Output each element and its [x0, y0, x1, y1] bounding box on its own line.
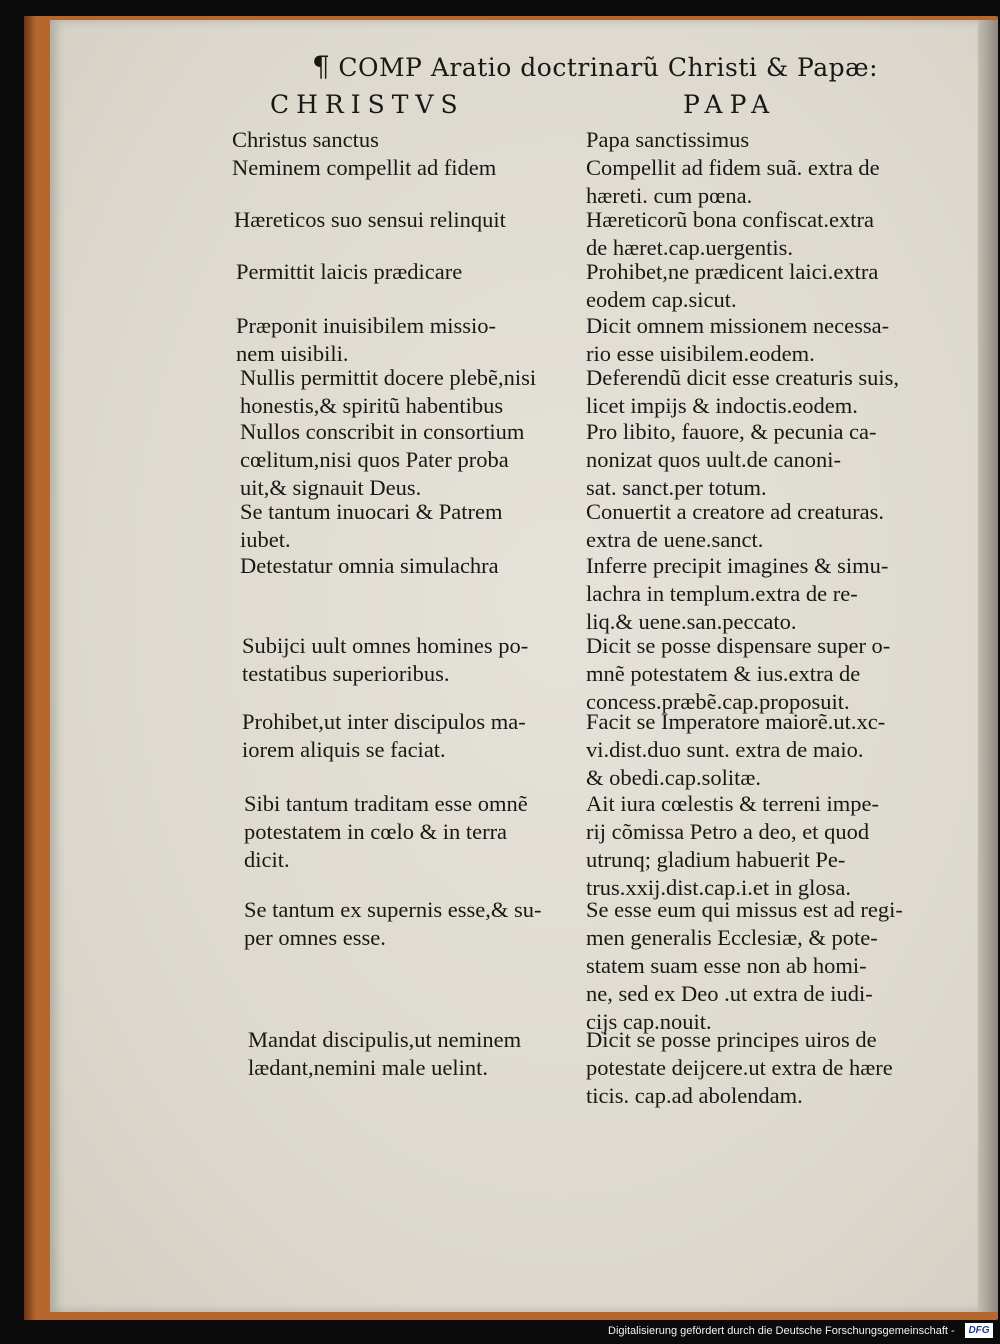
text-line: rio esse uisibilem.eodem. — [586, 341, 815, 366]
text-line: Hæreticorũ bona confiscat.extra — [586, 207, 875, 232]
text-line: lachra in templum.extra de re- — [586, 581, 858, 606]
christus-entry — [236, 258, 462, 286]
text-line: Præponit inuisibilem missio- — [236, 313, 497, 338]
text-line: Facit se Imperatore maiorẽ.ut.xc- — [586, 709, 886, 734]
papa-entry — [586, 258, 878, 314]
text-line: cœlitum,nisi quos Pater proba — [240, 447, 509, 472]
christus-entry — [240, 498, 502, 554]
text-line: Nullis permittit docere plebẽ,nisi — [240, 365, 537, 390]
text-line: Inferre precipit imagines & simu- — [586, 553, 889, 578]
column-heading-christus: CHRISTVS — [270, 90, 465, 119]
christus-entry — [248, 1026, 521, 1082]
papa-entry — [586, 632, 890, 716]
papa-entry — [586, 418, 877, 502]
text-line: honestis,& spiritũ habentibus — [240, 393, 504, 418]
text-line: statem suam esse non ab homi- — [586, 953, 867, 978]
text-line: cijs cap.nouit. — [586, 1009, 712, 1034]
text-line: dicit. — [244, 847, 290, 872]
papa-entry — [586, 364, 899, 420]
text-line: Mandat discipulis,ut neminem — [248, 1027, 522, 1052]
christus-entry — [240, 552, 499, 580]
text-line: ne, sed ex Deo .ut extra de iudi- — [586, 981, 873, 1006]
digitization-credit: Digitalisierung gefördert durch die Deutsche Forschungsgemeinschaft - — [608, 1325, 955, 1337]
papa-entry — [586, 552, 888, 636]
text-line: eodem cap.sicut. — [586, 287, 737, 312]
heading-text: COMP Aratio doctrinarũ Christi & Papæ: — [338, 53, 879, 82]
text-line: liq.& uene.san.peccato. — [586, 609, 797, 634]
christus-entry — [240, 418, 524, 502]
text-line: concess.præbẽ.cap.proposuit. — [586, 689, 850, 714]
christus-entry — [244, 790, 528, 874]
text-line: Conuertit a creatore ad creaturas. — [586, 499, 884, 524]
text-line: Se tantum inuocari & Patrem — [240, 499, 503, 524]
text-line: testatibus superioribus. — [242, 661, 450, 686]
text-line: ticis. cap.ad abolendam. — [586, 1083, 803, 1108]
christus-entry — [242, 708, 526, 764]
text-line: nem uisibili. — [236, 341, 349, 366]
papa-entry — [586, 896, 903, 1036]
text-line: rij cõmissa Petro a deo, et quod — [586, 819, 870, 844]
text-line: Hæreticos suo sensui relinquit — [234, 207, 506, 232]
text-line: iorem aliquis se faciat. — [242, 737, 446, 762]
text-line: de hæret.cap.uergentis. — [586, 235, 794, 260]
text-line: Nullos conscribit in consortium — [240, 419, 525, 444]
text-line: & obedi.cap.solitæ. — [586, 765, 761, 790]
text-line: mnẽ potestatem & ius.extra de — [586, 661, 861, 686]
papa-entry — [586, 498, 884, 554]
papa-entry — [586, 126, 749, 154]
text-line: Dicit se posse principes uiros de — [586, 1027, 877, 1052]
text-line: potestatem in cœlo & in terra — [244, 819, 508, 844]
text-line: Dicit omnem missionem necessa- — [586, 313, 890, 338]
pilcrow-mark: ¶ — [312, 50, 331, 83]
text-line: Pro libito, fauore, & pecunia ca- — [586, 419, 877, 444]
text-line: men generalis Ecclesiæ, & pote- — [586, 925, 878, 950]
text-line: Neminem compellit ad fidem — [232, 155, 497, 180]
page-fore-edge — [978, 20, 998, 1312]
text-line: lædant,nemini male uelint. — [248, 1055, 488, 1080]
papa-entry — [586, 206, 874, 262]
text-line: Permittit laicis prædicare — [236, 259, 463, 284]
text-line: vi.dist.duo sunt. extra de maio. — [586, 737, 864, 762]
text-line: Deferendũ dicit esse creaturis suis, — [586, 365, 900, 390]
christus-entry — [240, 364, 536, 420]
text-line: Detestatur omnia simulachra — [240, 553, 499, 578]
papa-entry — [586, 790, 879, 902]
text-line: hæreti. cum pœna. — [586, 183, 753, 208]
text-line: nonizat quos uult.de canoni- — [586, 447, 841, 472]
text-line: Subijci uult omnes homines po- — [242, 633, 529, 658]
text-line: licet impijs & indoctis.eodem. — [586, 393, 858, 418]
christus-entry — [242, 632, 528, 688]
text-line: Ait iura cœlestis & terreni impe- — [586, 791, 880, 816]
text-line: utrunq; gladium habuerit Pe- — [586, 847, 846, 872]
page-heading — [312, 50, 878, 83]
text-line: uit,& signauit Deus. — [240, 475, 422, 500]
text-line: Prohibet,ut inter discipulos ma- — [242, 709, 526, 734]
text-line: Papa sanctissimus — [586, 127, 750, 152]
text-line: extra de uene.sanct. — [586, 527, 764, 552]
text-line: Se esse eum qui missus est ad regi- — [586, 897, 903, 922]
papa-entry — [586, 708, 885, 792]
text-line: Christus sanctus — [232, 127, 379, 152]
text-line: iubet. — [240, 527, 291, 552]
text-line: Sibi tantum traditam esse omnẽ — [244, 791, 528, 816]
text-line: trus.xxij.dist.cap.i.et in glosa. — [586, 875, 851, 900]
papa-entry — [586, 1026, 893, 1110]
text-line: sat. sanct.per totum. — [586, 475, 767, 500]
christus-entry — [232, 154, 496, 182]
text-line: Prohibet,ne prædicent laici.extra — [586, 259, 879, 284]
text-line: Dicit se posse dispensare super o- — [586, 633, 891, 658]
column-heading-papa: PAPA — [683, 90, 777, 119]
christus-entry — [232, 126, 379, 154]
christus-entry — [236, 312, 496, 368]
christus-entry — [244, 896, 541, 952]
book-spine-edge — [24, 16, 36, 1320]
christus-entry — [234, 206, 506, 234]
papa-entry — [586, 312, 889, 368]
text-line: potestate deijcere.ut extra de hære — [586, 1055, 893, 1080]
dfg-logo: DFG — [965, 1323, 993, 1338]
text-line: per omnes esse. — [244, 925, 386, 950]
papa-entry — [586, 154, 880, 210]
text-line: Compellit ad fidem suã. extra de — [586, 155, 880, 180]
text-line: Se tantum ex supernis esse,& su- — [244, 897, 542, 922]
